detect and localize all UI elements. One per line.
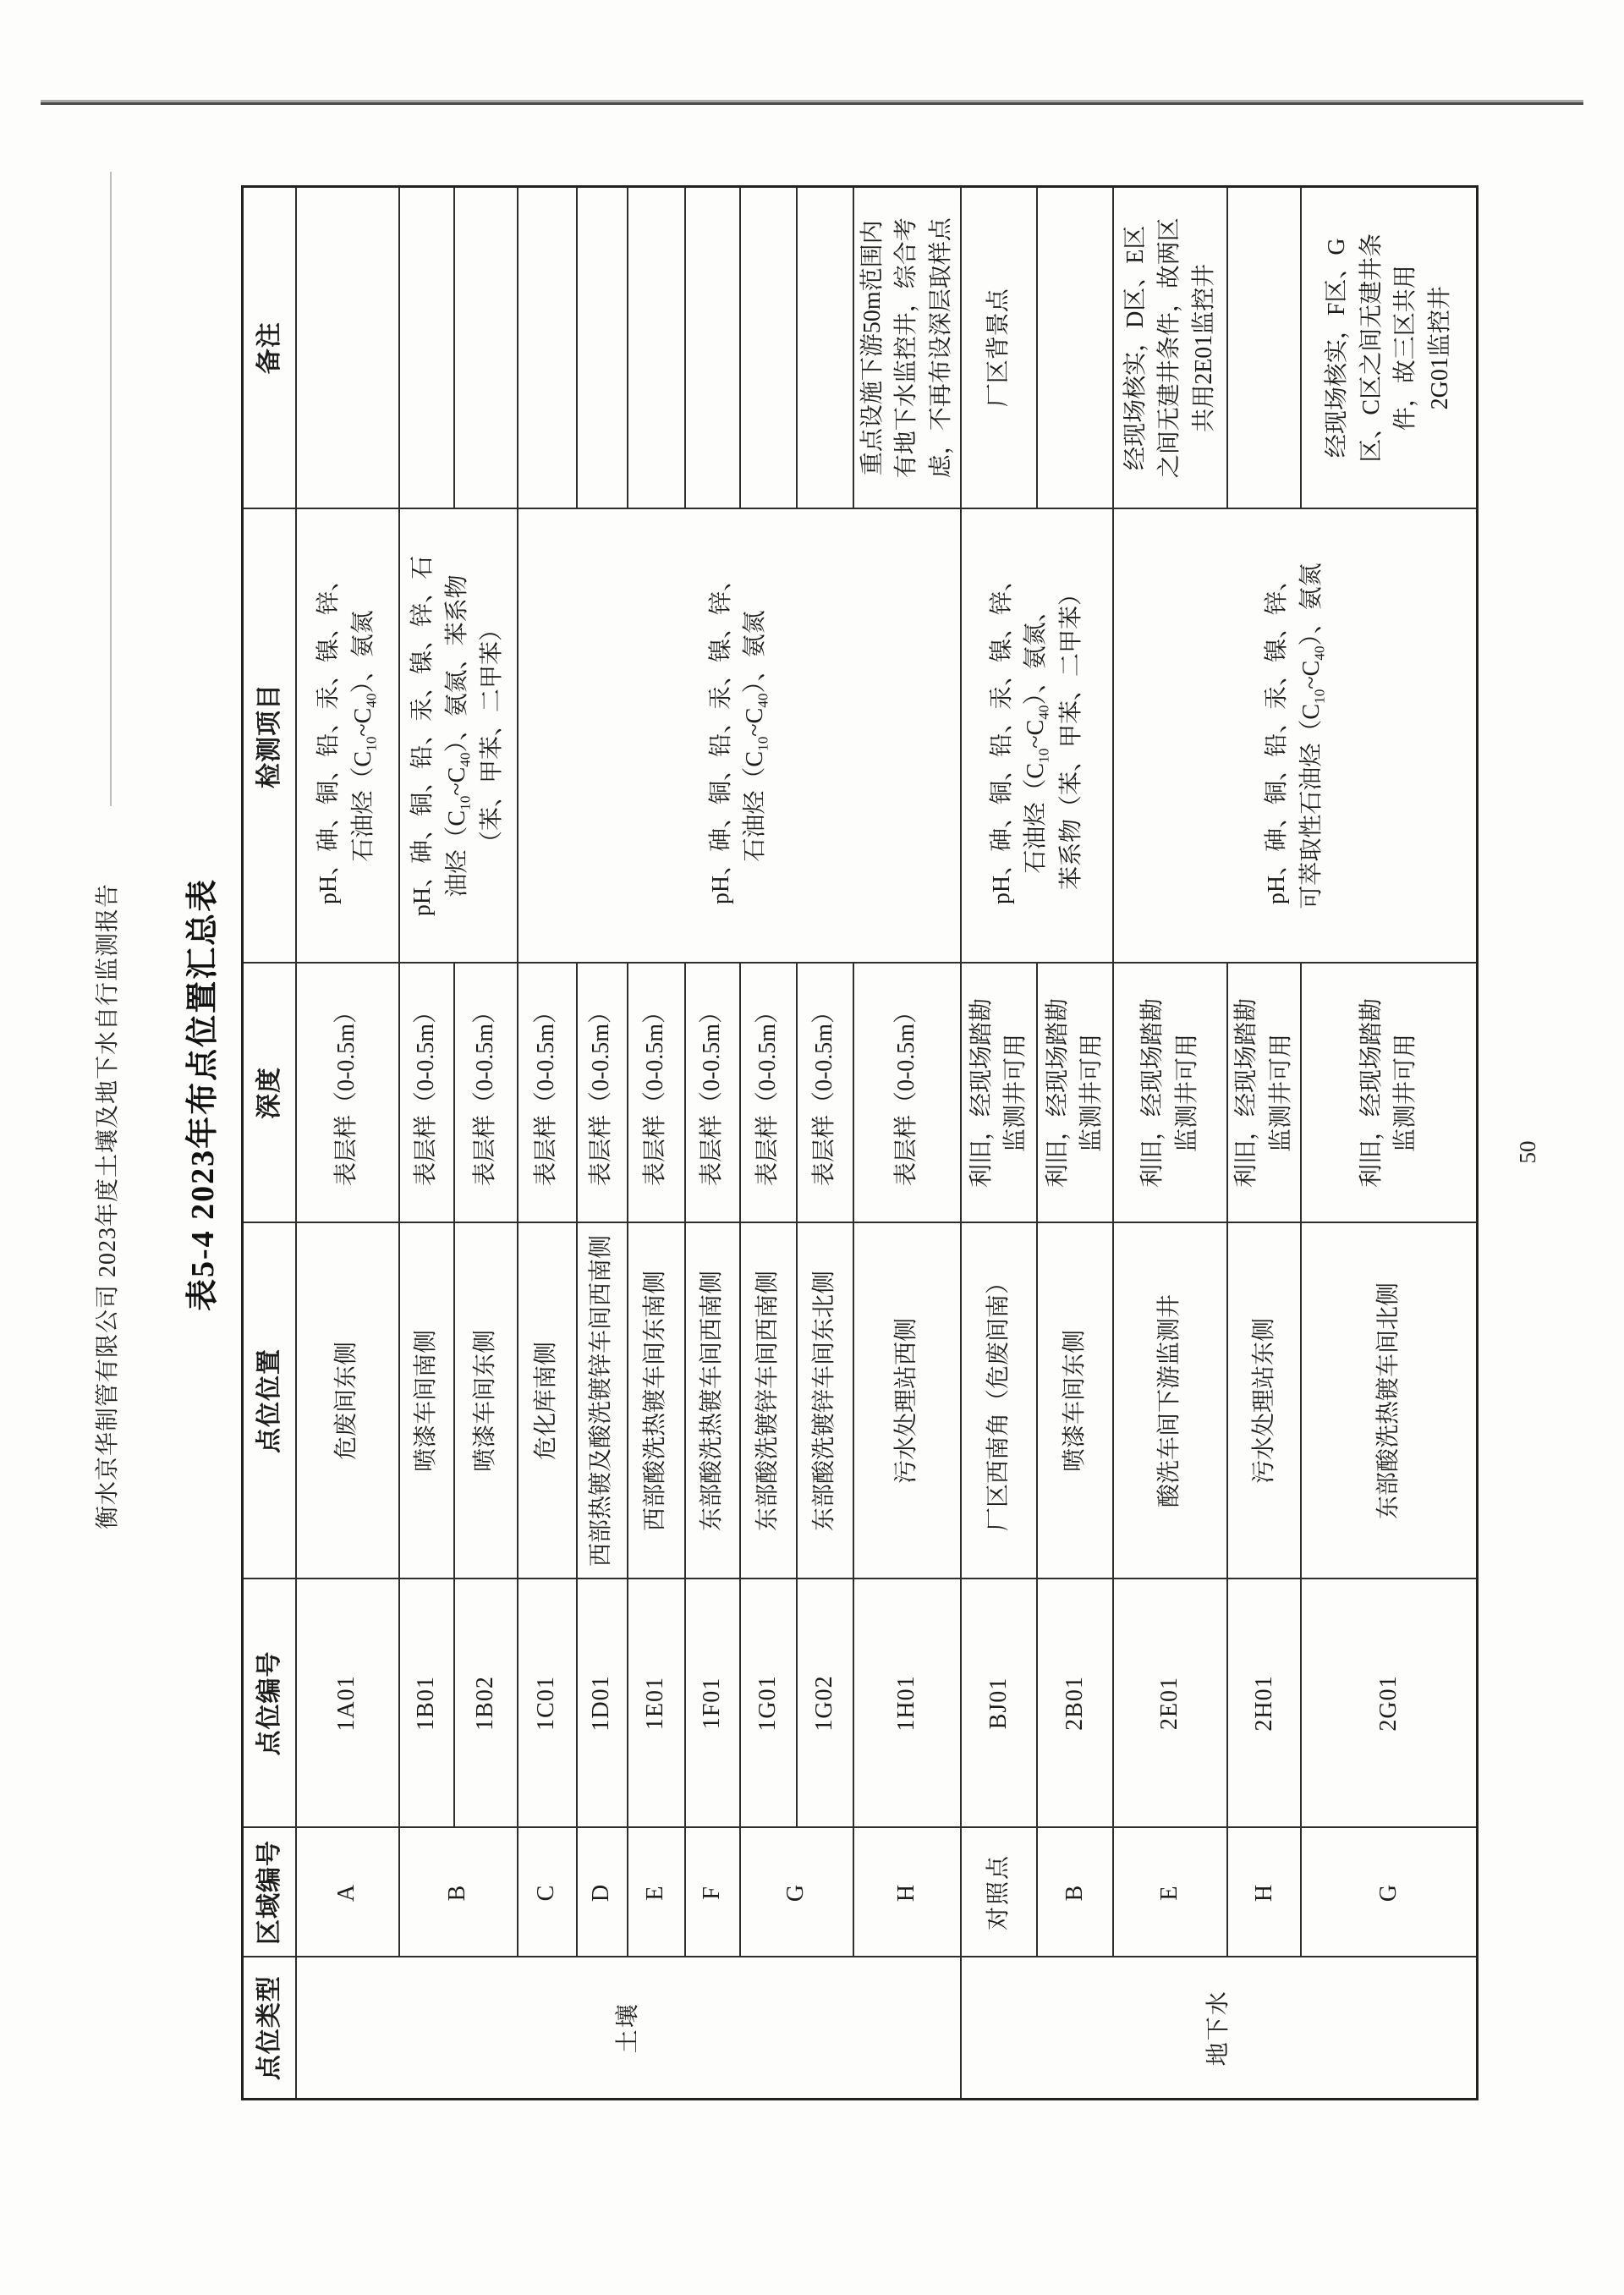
- depth-cell: 表层样（0-0.5m）: [518, 964, 577, 1223]
- point-code-cell: 1E01: [628, 1579, 685, 1828]
- remark-cell: [454, 187, 518, 509]
- depth-cell: 利旧，经现场踏勘 监测井可用: [1301, 964, 1477, 1223]
- test-items-cell: pH、砷、铜、铅、汞、镍、锌、 石油烃$(C_{10}\sim C_{40})$、氨氮: [296, 509, 399, 964]
- point-code-cell: 2G01: [1301, 1579, 1477, 1828]
- remark-cell: 经现场核实，D区、E区 之间无建井条件，故两区 共用2E01监控井: [1113, 187, 1227, 509]
- test-items-cell: pH、砷、铜、铅、汞、镍、锌、 石油烃$(C_{10}\sim C_{40})$、氨氮、 苯系物（苯、甲苯、二甲苯）: [961, 509, 1113, 964]
- remark-cell: [518, 187, 577, 509]
- area-code-cell: G: [740, 1828, 853, 1957]
- point-location-cell: 危废间东侧: [296, 1223, 399, 1579]
- table-row: [1113, 187, 1227, 2100]
- depth-cell: 表层样（0-0.5m）: [399, 964, 454, 1223]
- point-code-cell: 2E01: [1113, 1579, 1227, 1828]
- remark-cell: [1037, 187, 1113, 509]
- remark-cell: [296, 187, 399, 509]
- area-code-cell: G: [1301, 1828, 1477, 1957]
- table-row: [577, 187, 628, 2100]
- test-items-cell: pH、砷、铜、铅、汞、镍、锌、石 油烃$(C_{10}\sim C_{40})$、氨氮、苯系物 （苯、甲苯、二甲苯）: [399, 509, 518, 964]
- depth-cell: 利旧，经现场踏勘 监测井可用: [961, 964, 1037, 1223]
- table-title: 表5-4 2023年布点位置汇总表: [185, 877, 221, 1311]
- point-code-cell: 2H01: [1227, 1579, 1301, 1828]
- remark-cell: 经现场核实，F区、G 区、C区之间无建井条 件，故三区共用 2G01监控井: [1301, 187, 1477, 509]
- area-code-cell: B: [399, 1828, 518, 1957]
- point-code-cell: 1H01: [853, 1579, 962, 1828]
- table-header-row: [243, 187, 296, 2100]
- header-cell-test-items: 检测项目: [243, 509, 296, 964]
- header-cell-point-location: 点位位置: [243, 1223, 296, 1579]
- header-cell-area-code: 区域编号: [243, 1828, 296, 1957]
- point-code-cell: 2B01: [1037, 1579, 1113, 1828]
- page-header-rule: [41, 102, 1583, 105]
- area-code-cell: H: [1227, 1828, 1301, 1957]
- point-location-cell: 厂区西南角（危废间南）: [961, 1223, 1037, 1579]
- table-body: [296, 187, 1478, 2100]
- remark-cell: [685, 187, 740, 509]
- header-cell-remark: 备注: [243, 187, 296, 509]
- point-location-cell: 喷漆车间东侧: [1037, 1223, 1113, 1579]
- remark-cell: [1227, 187, 1301, 509]
- remark-cell: [399, 187, 454, 509]
- area-code-cell: H: [853, 1828, 962, 1957]
- area-code-cell: A: [296, 1828, 399, 1957]
- remark-cell: [740, 187, 797, 509]
- test-items-cell: pH、砷、铜、铅、汞、镍、锌、 石油烃$(C_{10}\sim C_{40})$、氨氮: [518, 509, 962, 964]
- table-row: [1227, 187, 1301, 2100]
- point-type-cell: 地下水: [961, 1957, 1477, 2100]
- point-location-cell: 喷漆车间南侧: [399, 1223, 454, 1579]
- summary-table: [241, 185, 1479, 2100]
- point-location-cell: 喷漆车间东侧: [454, 1223, 518, 1579]
- table-row: [628, 187, 685, 2100]
- point-type-cell: 土壤: [296, 1957, 962, 2100]
- depth-cell: 表层样（0-0.5m）: [685, 964, 740, 1223]
- point-code-cell: 1B01: [399, 1579, 454, 1828]
- header-cell-point-code: 点位编号: [243, 1579, 296, 1828]
- table-row: [685, 187, 740, 2100]
- table-row: [1037, 187, 1113, 2100]
- table-row: [961, 187, 1037, 2100]
- depth-cell: 利旧，经现场踏勘 监测井可用: [1037, 964, 1113, 1223]
- point-location-cell: 东部酸洗热镀车间西南侧: [685, 1223, 740, 1579]
- depth-cell: 表层样（0-0.5m）: [740, 964, 797, 1223]
- depth-cell: 表层样（0-0.5m）: [797, 964, 853, 1223]
- table-row: [399, 187, 454, 2100]
- table-row: [1301, 187, 1477, 2100]
- table-row: [296, 187, 399, 2100]
- point-location-cell: 酸洗车间下游监测井: [1113, 1223, 1227, 1579]
- point-code-cell: 1G01: [740, 1579, 797, 1828]
- summary-table-container: [241, 188, 1470, 2100]
- remark-cell: 重点设施下游50m范围内 有地下水监控井，综合考 虑，不再布设深层取样点: [853, 187, 962, 509]
- area-code-cell: C: [518, 1828, 577, 1957]
- table-row: [797, 187, 853, 2100]
- remark-cell: [628, 187, 685, 509]
- depth-cell: 表层样（0-0.5m）: [577, 964, 628, 1223]
- depth-cell: 表层样（0-0.5m）: [628, 964, 685, 1223]
- area-code-cell: E: [1113, 1828, 1227, 1957]
- point-location-cell: 东部酸洗镀锌车间东北侧: [797, 1223, 853, 1579]
- point-location-cell: 西部热镀及酸洗镀锌车间西南侧: [577, 1223, 628, 1579]
- depth-cell: 表层样（0-0.5m）: [454, 964, 518, 1223]
- point-location-cell: 污水处理站东侧: [1227, 1223, 1301, 1579]
- point-location-cell: 污水处理站西侧: [853, 1223, 962, 1579]
- remark-cell: 厂区背景点: [961, 187, 1037, 509]
- header-cell-point-type: 点位类型: [243, 1957, 296, 2100]
- area-code-cell: E: [628, 1828, 685, 1957]
- depth-cell: 表层样（0-0.5m）: [296, 964, 399, 1223]
- document-header-text: 衡水京华制管有限公司 2023年度土壤及地下水自行监测报告: [95, 882, 121, 1529]
- remark-cell: [797, 187, 853, 509]
- remark-cell: [577, 187, 628, 509]
- point-code-cell: BJ01: [961, 1579, 1037, 1828]
- area-code-cell: F: [685, 1828, 740, 1957]
- table-row: [518, 187, 577, 2100]
- table-row: [740, 187, 797, 2100]
- scan-artifact-line: [110, 172, 112, 806]
- header-cell-depth: 深度: [243, 964, 296, 1223]
- page-number: 50: [1515, 1140, 1540, 1164]
- point-code-cell: 1A01: [296, 1579, 399, 1828]
- area-code-cell: D: [577, 1828, 628, 1957]
- area-code-cell: 对照点: [961, 1828, 1037, 1957]
- table-row: [853, 187, 962, 2100]
- point-location-cell: 西部酸洗热镀车间东南侧: [628, 1223, 685, 1579]
- point-code-cell: 1F01: [685, 1579, 740, 1828]
- point-code-cell: 1G02: [797, 1579, 853, 1828]
- point-code-cell: 1D01: [577, 1579, 628, 1828]
- test-items-cell: pH、砷、铜、铅、汞、镍、锌、 可萃取性石油烃$(C_{10}\sim C_{40})$、氨氮: [1113, 509, 1477, 964]
- point-code-cell: 1B02: [454, 1579, 518, 1828]
- table-row: [454, 187, 518, 2100]
- depth-cell: 表层样（0-0.5m）: [853, 964, 962, 1223]
- point-location-cell: 危化库南侧: [518, 1223, 577, 1579]
- area-code-cell: B: [1037, 1828, 1113, 1957]
- point-location-cell: 东部酸洗热镀车间北侧: [1301, 1223, 1477, 1579]
- depth-cell: 利旧，经现场踏勘 监测井可用: [1113, 964, 1227, 1223]
- depth-cell: 利旧，经现场踏勘 监测井可用: [1227, 964, 1301, 1223]
- point-location-cell: 东部酸洗镀锌车间西南侧: [740, 1223, 797, 1579]
- point-code-cell: 1C01: [518, 1579, 577, 1828]
